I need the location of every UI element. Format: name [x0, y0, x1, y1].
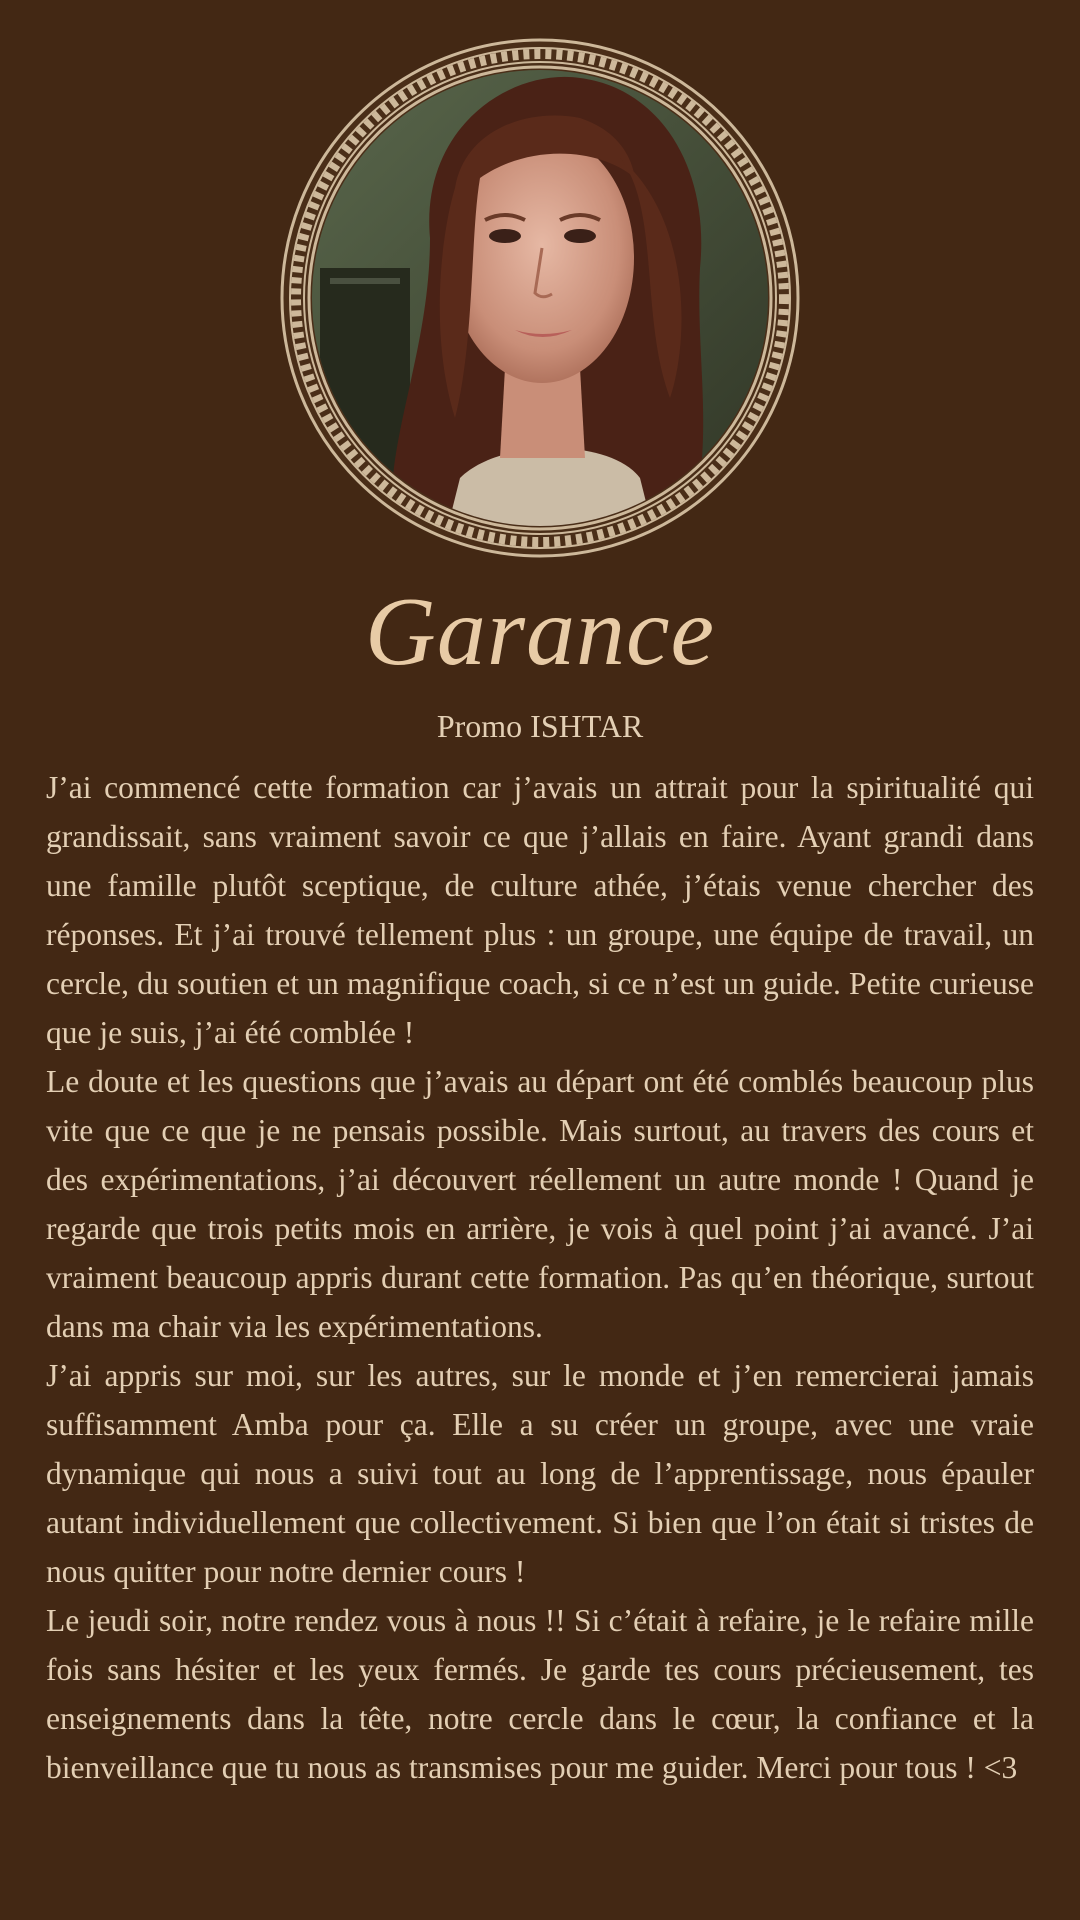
testimonial-paragraph: J’ai commencé cette formation car j’avais un attrait pour la spiritualité qui grandissait, sans vraiment savoir ce que j’allais en faire. Ayant grandi dans une famille plutôt sceptique, de culture athée, j’étais venue chercher des réponses. Et j’ai trouvé tellement plus : un groupe, une équipe de travail, un cercle, du soutien et un magnifique coach, si ce n’est un guide. Petite curieuse que je suis, j’ai été comblée ! [46, 770, 1034, 1050]
testimonial-text [46, 763, 1034, 1792]
person-name: Garance [365, 578, 715, 686]
testimonial-paragraph: Le jeudi soir, notre rendez vous à nous !! Si c’était à refaire, je le refaire mille fois sans hésiter et les yeux fermés. Je garde tes cours précieusement, tes enseignements dans la tête, notre cercle dans le cœur, la confiance et la bienveillance que tu nous as transmises pour me guider. Merci pour tous ! <3 [46, 1603, 1034, 1785]
testimonial-paragraph: Le doute et les questions que j’avais au départ ont été comblés beaucoup plus vite que ce que je ne pensais possible. Mais surtout, au travers des cours et des expérimentations, j’ai découvert réellement un autre monde ! Quand je regarde que trois petits mois en arrière, je vois à quel point j’ai avancé. J’ai vraiment beaucoup appris durant cette formation. Pas qu’en théorique, surtout dans ma chair via les expérimentations. [46, 1064, 1034, 1344]
promo-label: Promo ISHTAR [436, 708, 644, 744]
portrait-image [280, 38, 800, 558]
testimonial-paragraph: J’ai appris sur moi, sur les autres, sur le monde et j’en remercierai jamais suffisamment Amba pour ça. Elle a su créer un groupe, avec une vraie dynamique qui nous a suivi tout au long de l’apprentissage, nous épauler autant individuellement que collectivement. Si bien que l’on était si tristes de nous quitter pour notre dernier cours ! [46, 1358, 1034, 1589]
portrait-frame [280, 38, 800, 558]
